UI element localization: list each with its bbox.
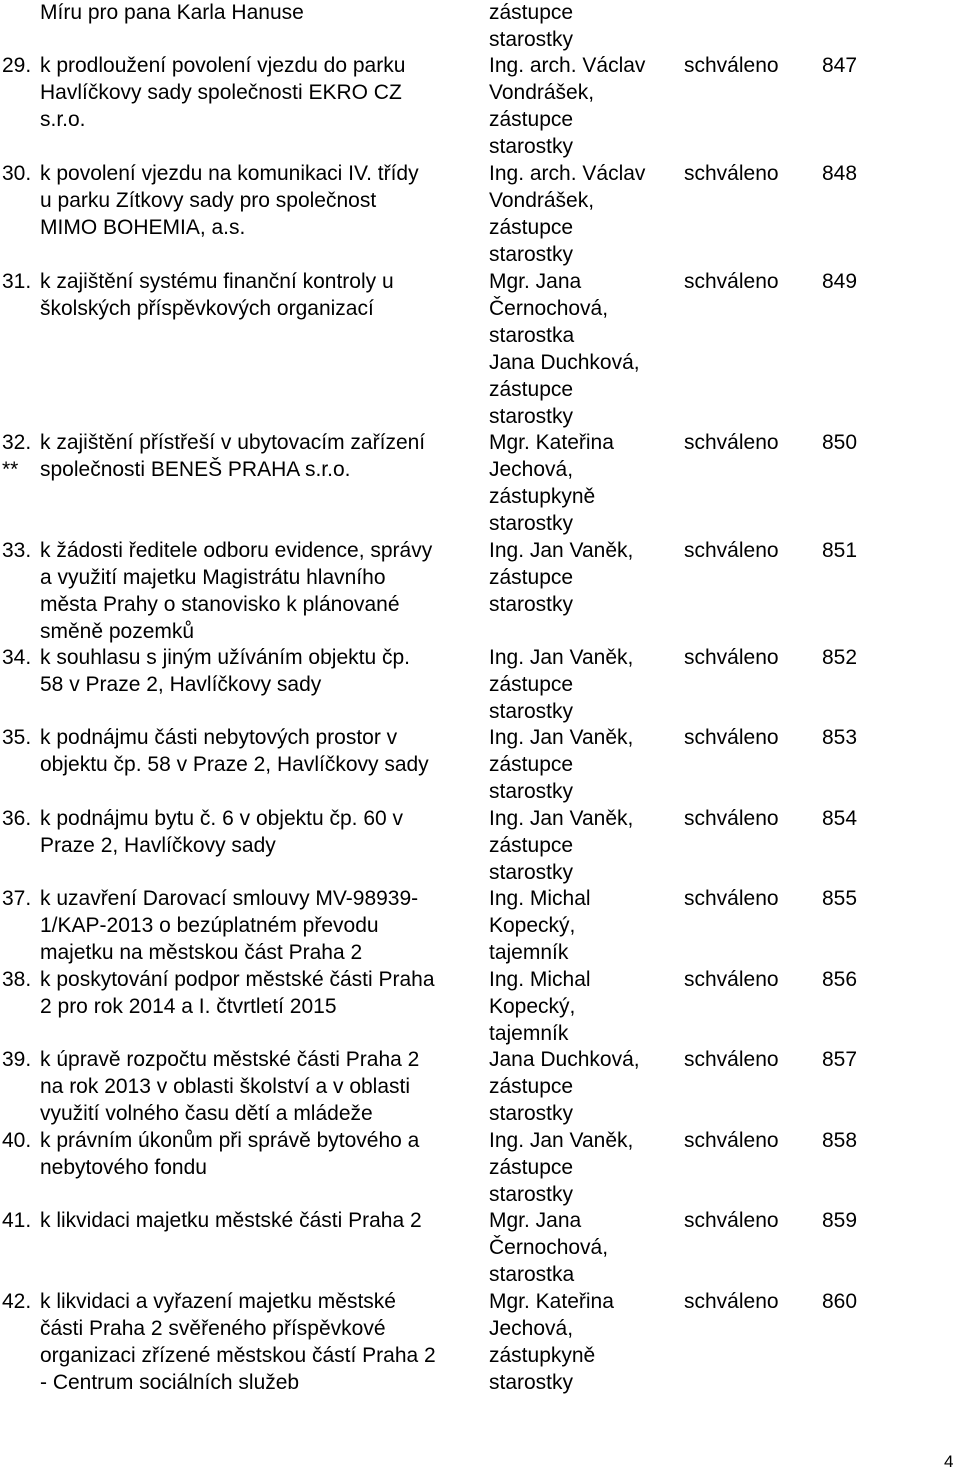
responsible-person: [489, 1127, 674, 1208]
item-number: [2, 1127, 42, 1154]
responsible-person-line: Jechová,: [489, 1317, 574, 1340]
responsible-person-line: Ing. arch. Václav: [489, 54, 646, 77]
status-text: schváleno: [684, 162, 779, 185]
item-number-line: **: [2, 458, 19, 481]
responsible-person-line: Mgr. Jana: [489, 1209, 582, 1232]
responsible-person-line: Černochová,: [489, 1236, 609, 1259]
item-number-line: 36.: [2, 807, 32, 830]
item-description-line: k likvidaci a vyřazení majetku městské: [40, 1290, 396, 1313]
item-description-line: k souhlasu s jiným užíváním objektu čp.: [40, 646, 411, 669]
resolution-number: 859: [822, 1209, 858, 1232]
responsible-person-line: zástupce: [489, 834, 574, 857]
responsible-person-line: Mgr. Kateřina: [489, 431, 614, 454]
item-description: [40, 966, 485, 1020]
responsible-person: [489, 644, 674, 725]
responsible-person-line: zástupkyně: [489, 485, 596, 508]
responsible-person-line: starostky: [489, 593, 574, 616]
item-number-line: 37.: [2, 887, 32, 910]
item-description-line: k právním úkonům při správě bytového a: [40, 1129, 420, 1152]
item-number: [2, 644, 42, 671]
responsible-person-line: tajemník: [489, 941, 569, 964]
item-number-line: 35.: [2, 726, 32, 749]
item-description: [40, 429, 485, 483]
status-text: schváleno: [684, 1209, 779, 1232]
item-number-line: 42.: [2, 1290, 32, 1313]
item-description-line: části Praha 2 svěřeného příspěvkové: [40, 1317, 386, 1340]
responsible-person: [489, 1046, 674, 1127]
responsible-person-line: Ing. Michal: [489, 887, 591, 910]
item-number-line: 30.: [2, 162, 32, 185]
item-description-line: k žádosti ředitele odboru evidence, správy: [40, 539, 433, 562]
status-text: schváleno: [684, 270, 779, 293]
item-description-line: k zajištění přístřeší v ubytovacím zařízení: [40, 431, 426, 454]
person-line: starostky: [489, 28, 574, 51]
item-number: [2, 966, 42, 993]
item-description-line: k úpravě rozpočtu městské části Praha 2: [40, 1048, 420, 1071]
item-description-line: k podnájmu bytu č. 6 v objektu čp. 60 v: [40, 807, 404, 830]
status-text: schváleno: [684, 1048, 779, 1071]
responsible-person-line: Mgr. Kateřina: [489, 1290, 614, 1313]
item-description-line: k prodloužení povolení vjezdu do parku: [40, 54, 406, 77]
item-number: [2, 537, 42, 564]
item-number: [2, 885, 42, 912]
item-description-line: majetku na městskou část Praha 2: [40, 941, 363, 964]
item-number: [2, 52, 42, 79]
responsible-person: [489, 429, 674, 537]
responsible-person-line: starostky: [489, 1183, 574, 1206]
resolution-number: 853: [822, 726, 858, 749]
responsible-person-line: Vondrášek,: [489, 189, 595, 212]
item-description-line: 1/KAP-2013 o bezúplatném převodu: [40, 914, 379, 937]
resolution-number: 847: [822, 54, 858, 77]
item-description-line: nebytového fondu: [40, 1156, 207, 1179]
item-number-line: 34.: [2, 646, 32, 669]
item-description-line: a využití majetku Magistrátu hlavního: [40, 566, 386, 589]
item-description-line: společnosti BENEŠ PRAHA s.r.o.: [40, 458, 351, 481]
item-description-line: využití volného času dětí a mládeže: [40, 1102, 373, 1125]
responsible-person-line: starostky: [489, 243, 574, 266]
responsible-person-line: zástupce: [489, 753, 574, 776]
responsible-person-line: starostka: [489, 324, 575, 347]
item-number-line: 33.: [2, 539, 32, 562]
responsible-person-line: Jana Duchková,: [489, 1048, 640, 1071]
item-number: [2, 1288, 42, 1315]
item-description-line: Havlíčkovy sady společnosti EKRO CZ: [40, 81, 402, 104]
responsible-person-line: zástupce: [489, 378, 574, 401]
item-description-line: k uzavření Darovací smlouvy MV-98939-: [40, 887, 419, 910]
item-description: [40, 1046, 485, 1127]
responsible-person-line: Ing. Jan Vaněk,: [489, 726, 634, 749]
responsible-person-line: zástupce: [489, 108, 574, 131]
responsible-person-line: starostky: [489, 861, 574, 884]
responsible-person: [489, 724, 674, 805]
item-description-line: MIMO BOHEMIA, a.s.: [40, 216, 246, 239]
continued-person: [489, 0, 573, 53]
status-text: schváleno: [684, 1290, 779, 1313]
status-text: schváleno: [684, 646, 779, 669]
item-description: [40, 160, 485, 241]
item-number-line: 31.: [2, 270, 32, 293]
item-description-line: Praze 2, Havlíčkovy sady: [40, 834, 276, 857]
item-description: [40, 52, 485, 133]
item-description: [40, 1288, 485, 1396]
resolution-number: 849: [822, 270, 858, 293]
responsible-person: [489, 805, 674, 886]
responsible-person-line: starostky: [489, 1102, 574, 1125]
responsible-person-line: starostky: [489, 700, 574, 723]
item-description-line: s.r.o.: [40, 108, 86, 131]
responsible-person-line: zástupce: [489, 1075, 574, 1098]
item-description-line: - Centrum sociálních služeb: [40, 1371, 300, 1394]
responsible-person-line: starostky: [489, 1371, 574, 1394]
item-description-line: směně pozemků: [40, 620, 195, 643]
responsible-person-line: starostka: [489, 1263, 575, 1286]
item-number-line: 38.: [2, 968, 32, 991]
resolution-number: 860: [822, 1290, 858, 1313]
status-text: schváleno: [684, 887, 779, 910]
resolution-number: 857: [822, 1048, 858, 1071]
resolution-number: 852: [822, 646, 858, 669]
responsible-person-line: starostky: [489, 512, 574, 535]
responsible-person-line: Ing. Jan Vaněk,: [489, 1129, 634, 1152]
item-description: [40, 724, 485, 778]
responsible-person-line: Kopecký,: [489, 995, 576, 1018]
responsible-person-line: zástupce: [489, 216, 574, 239]
item-description-line: školských příspěvkových organizací: [40, 297, 374, 320]
responsible-person: [489, 268, 674, 430]
item-description-line: organizaci zřízené městskou částí Praha 2: [40, 1344, 436, 1367]
item-description: [40, 1207, 485, 1234]
item-number: [2, 1046, 42, 1073]
responsible-person-line: Ing. Jan Vaněk,: [489, 807, 634, 830]
item-description-line: 58 v Praze 2, Havlíčkovy sady: [40, 673, 322, 696]
responsible-person-line: zástupce: [489, 673, 574, 696]
responsible-person-line: starostky: [489, 135, 574, 158]
status-text: schváleno: [684, 726, 779, 749]
item-number-line: 32.: [2, 431, 32, 454]
item-description-line: k likvidaci majetku městské části Praha 2: [40, 1209, 422, 1232]
responsible-person-line: Kopecký,: [489, 914, 576, 937]
item-description-line: na rok 2013 v oblasti školství a v oblasti: [40, 1075, 411, 1098]
continued-description: Míru pro pana Karla Hanuse: [40, 1, 304, 24]
resolution-number: 856: [822, 968, 858, 991]
responsible-person-line: Vondrášek,: [489, 81, 595, 104]
responsible-person: [489, 52, 674, 160]
responsible-person-line: Jana Duchková,: [489, 351, 640, 374]
resolution-number: 850: [822, 431, 858, 454]
item-number: [2, 429, 42, 483]
responsible-person: [489, 1288, 674, 1396]
item-number: [2, 1207, 42, 1234]
item-description: [40, 268, 485, 322]
item-description-line: objektu čp. 58 v Praze 2, Havlíčkovy sady: [40, 753, 429, 776]
responsible-person: [489, 1207, 674, 1288]
status-text: schváleno: [684, 539, 779, 562]
item-number-line: 39.: [2, 1048, 32, 1071]
status-text: schváleno: [684, 431, 779, 454]
responsible-person-line: starostky: [489, 780, 574, 803]
responsible-person-line: zástupkyně: [489, 1344, 596, 1367]
item-description: [40, 1127, 485, 1181]
item-description-line: u parku Zítkovy sady pro společnost: [40, 189, 377, 212]
responsible-person-line: Ing. Jan Vaněk,: [489, 539, 634, 562]
item-number: [2, 160, 42, 187]
responsible-person-line: Ing. arch. Václav: [489, 162, 646, 185]
responsible-person: [489, 885, 674, 966]
person-line: zástupce: [489, 1, 574, 24]
item-description-line: k podnájmu části nebytových prostor v: [40, 726, 398, 749]
item-description: [40, 537, 485, 645]
item-number: [2, 724, 42, 751]
resolution-number: 855: [822, 887, 858, 910]
item-number: [2, 268, 42, 295]
responsible-person-line: tajemník: [489, 1022, 569, 1045]
item-number-line: 40.: [2, 1129, 32, 1152]
item-description: [40, 644, 485, 698]
responsible-person: [489, 966, 674, 1047]
item-description-line: k poskytování podpor městské části Praha: [40, 968, 435, 991]
item-description-line: k zajištění systému finanční kontroly u: [40, 270, 394, 293]
responsible-person-line: zástupce: [489, 1156, 574, 1179]
resolution-number: 851: [822, 539, 858, 562]
item-number-line: 41.: [2, 1209, 32, 1232]
page-number: 4: [944, 1452, 954, 1471]
responsible-person: [489, 160, 674, 268]
item-description-line: k povolení vjezdu na komunikaci IV. třídy: [40, 162, 419, 185]
item-number: [2, 805, 42, 832]
resolution-number: 858: [822, 1129, 858, 1152]
responsible-person: [489, 537, 674, 618]
status-text: schváleno: [684, 1129, 779, 1152]
status-text: schváleno: [684, 968, 779, 991]
status-text: schváleno: [684, 54, 779, 77]
item-description: [40, 885, 485, 966]
item-description-line: města Prahy o stanovisko k plánované: [40, 593, 400, 616]
responsible-person-line: Ing. Michal: [489, 968, 591, 991]
responsible-person-line: Mgr. Jana: [489, 270, 582, 293]
item-number-line: 29.: [2, 54, 32, 77]
responsible-person-line: Jechová,: [489, 458, 574, 481]
item-description-line: 2 pro rok 2014 a I. čtvrtletí 2015: [40, 995, 337, 1018]
responsible-person-line: Černochová,: [489, 297, 609, 320]
responsible-person-line: zástupce: [489, 566, 574, 589]
resolution-number: 848: [822, 162, 858, 185]
item-description: [40, 805, 485, 859]
status-text: schváleno: [684, 807, 779, 830]
resolution-number: 854: [822, 807, 858, 830]
responsible-person-line: starostky: [489, 405, 574, 428]
responsible-person-line: Ing. Jan Vaněk,: [489, 646, 634, 669]
